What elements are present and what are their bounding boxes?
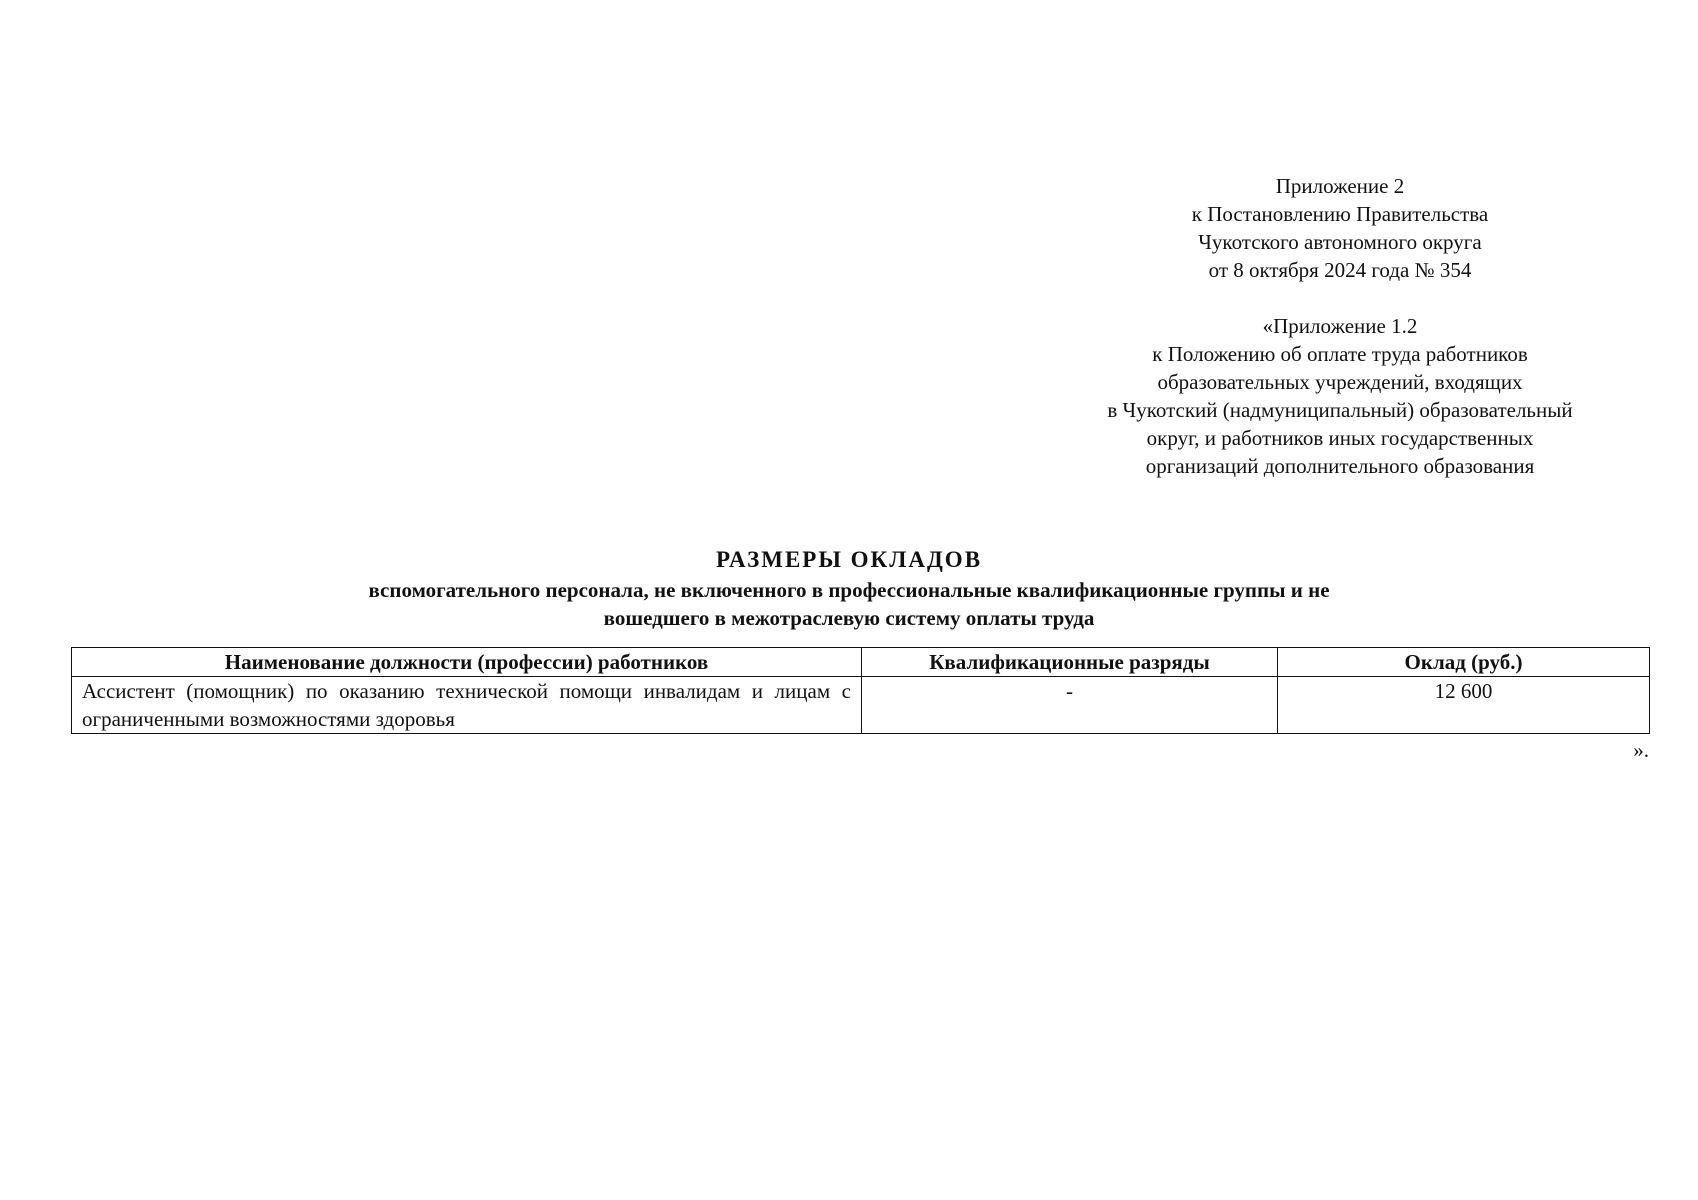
appendix-2-line: от 8 октября 2024 года № 354 (1208, 258, 1472, 282)
appendix-1-2-header (1040, 312, 1640, 480)
column-header-grade: Квалификационные разряды (862, 648, 1278, 677)
appendix-2-line: Приложение 2 (1275, 174, 1405, 198)
table-row (72, 677, 1650, 734)
document-title-block (0, 544, 1698, 632)
column-header-salary: Оклад (руб.) (1278, 648, 1650, 677)
document-title: РАЗМЕРЫ ОКЛАДОВ (715, 547, 983, 572)
position-cell: Ассистент (помощник) по оказанию технической помощи инвалидам и лицам с ограниченными возможностями здоровья (72, 677, 862, 734)
appendix-2-header (1040, 172, 1640, 284)
appendix-1-2-line: в Чукотский (надмуниципальный) образовательный (1107, 398, 1573, 422)
closing-quote-mark: ». (1633, 738, 1649, 762)
grade-cell: - (862, 677, 1278, 734)
appendix-2-line: к Постановлению Правительства (1191, 202, 1489, 226)
appendix-1-2-line: «Приложение 1.2 (1262, 314, 1418, 338)
appendix-2-line: Чукотского автономного округа (1198, 230, 1482, 254)
appendix-1-2-line: организаций дополнительного образования (1145, 454, 1535, 478)
document-subtitle-line: вспомогательного персонала, не включенного в профессиональные квалификационные группы и не (368, 578, 1330, 602)
appendix-1-2-line: образовательных учреждений, входящих (1157, 370, 1523, 394)
document-subtitle-line: вошедшего в межотраслевую систему оплаты труда (603, 606, 1095, 630)
column-header-position: Наименование должности (профессии) работников (72, 648, 862, 677)
salary-table (71, 647, 1650, 734)
appendix-1-2-line: к Положению об оплате труда работников (1152, 342, 1528, 366)
salary-cell: 12 600 (1278, 677, 1650, 734)
table-header-row (72, 648, 1650, 677)
appendix-1-2-line: округ, и работников иных государственных (1146, 426, 1534, 450)
